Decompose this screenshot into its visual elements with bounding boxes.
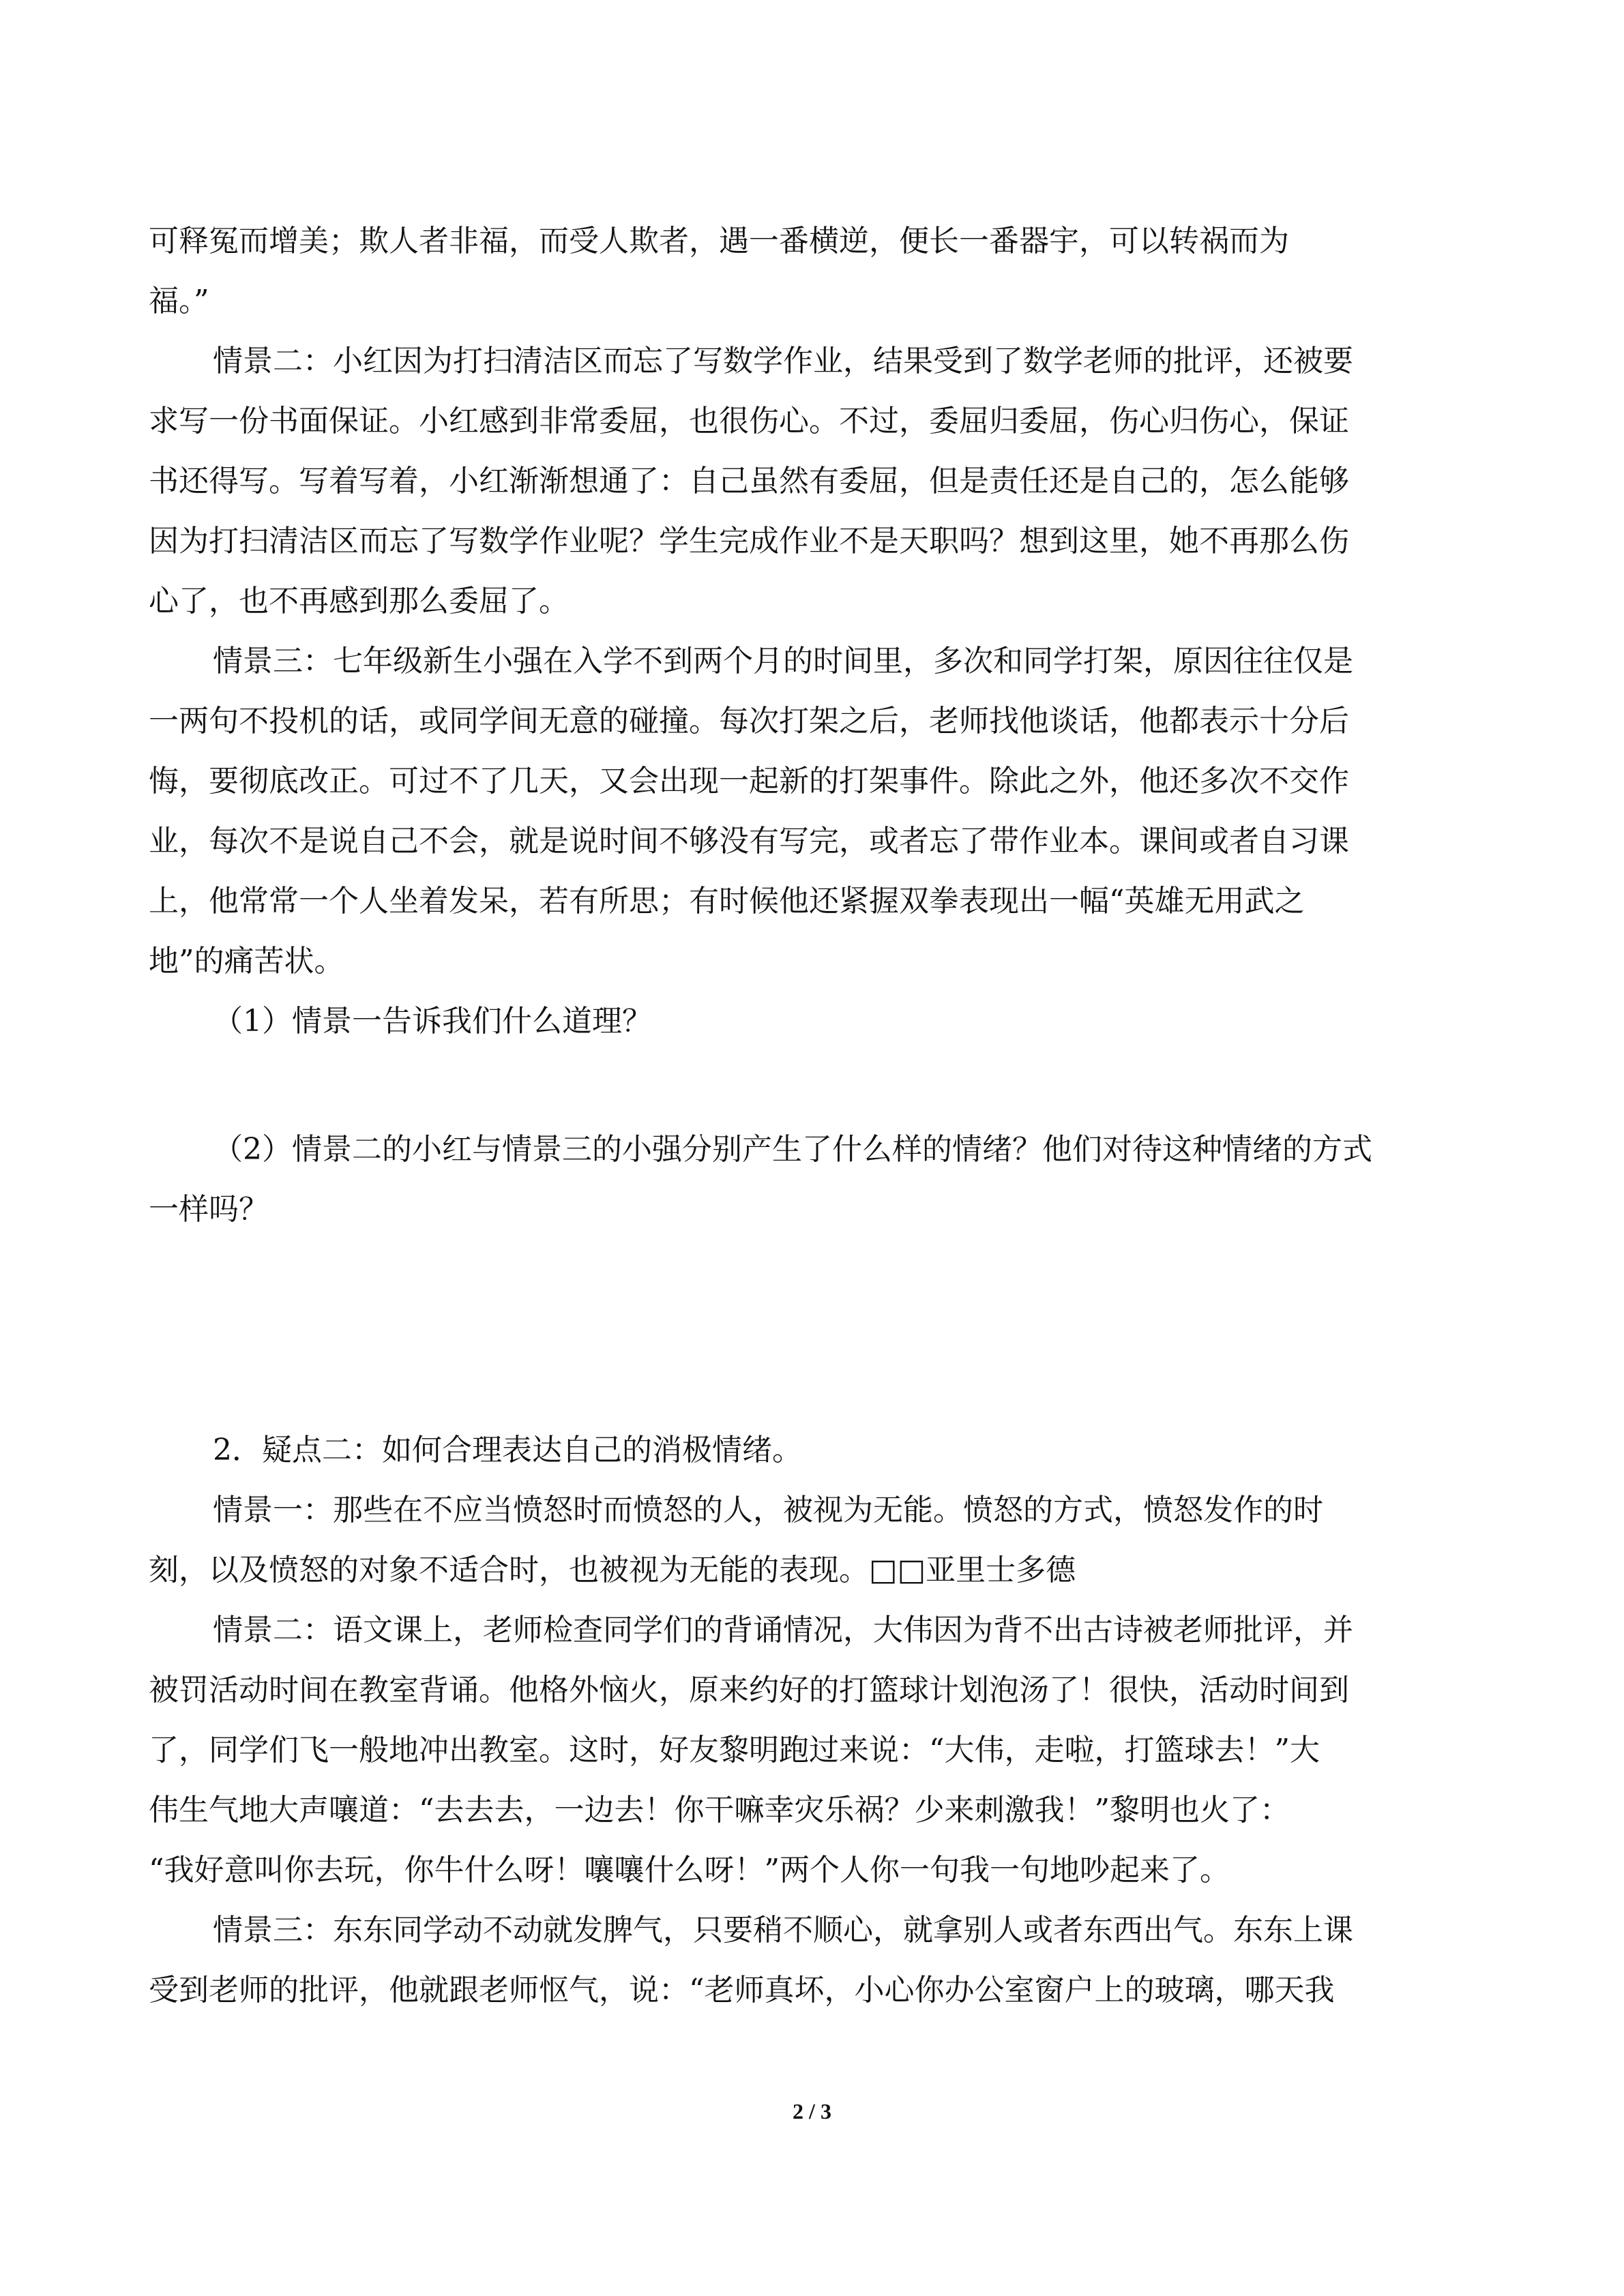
scene-3-line: 业，每次不是说自己不会，就是说时间不够没有写完，或者忘了带作业本。课间或者自习课 [149, 824, 1349, 859]
point-2-scene-2-line: 被罚活动时间在教室背诵。他格外恼火，原来约好的打篮球计划泡汤了！很快，活动时间到 [149, 1673, 1349, 1708]
scene-3-line: 悔，要彻底改正。可过不了几天，又会出现一起新的打架事件。除此之外，他还多次不交作 [149, 764, 1349, 799]
scene-3-line: 地”的痛苦状。 [149, 944, 344, 979]
question-2-line: （2）情景二的小红与情景三的小强分别产生了什么样的情绪？他们对待这种情绪的方式 [213, 1132, 1372, 1167]
point-2-scene-2-line: 了，同学们飞一般地冲出教室。这时，好友黎明跑过来说：“大伟，走啦，打篮球去！”大 [149, 1733, 1320, 1768]
question-2-line: 一样吗？ [149, 1192, 269, 1227]
point-2-scene-1-line: 情景一：那些在不应当愤怒时而愤怒的人，被视为无能。愤怒的方式，愤怒发作的时 [213, 1493, 1323, 1527]
document-body [149, 211, 1475, 2021]
point-2-scene-2-line: 情景二：语文课上，老师检查同学们的背诵情况，大伟因为背不出古诗被老师批评，并 [213, 1613, 1353, 1648]
paragraph-line: 福。” [149, 284, 209, 318]
point-2-scene-2-line: “我好意叫你去玩，你牛什么呀！嚷嚷什么呀！”两个人你一句我一句地吵起来了。 [149, 1853, 1230, 1888]
scene-3-line: 一两句不投机的话，或同学间无意的碰撞。每次打架之后，老师找他谈话，他都表示十分后 [149, 704, 1349, 739]
point-2-scene-3-line: 情景三：东东同学动不动就发脾气，只要稍不顺心，就拿别人或者东西出气。东东上课 [213, 1913, 1353, 1948]
section-heading-point-2: 2．疑点二：如何合理表达自己的消极情绪。 [213, 1433, 802, 1467]
scene-2-line: 因为打扫清洁区而忘了写数学作业呢？学生完成作业不是天职吗？想到这里，她不再那么伤 [149, 524, 1349, 558]
paragraph-line: 可释冤而增美；欺人者非福，而受人欺者，遇一番横逆，便长一番器宇，可以转祸而为 [149, 224, 1289, 258]
answer-space [149, 1052, 1475, 1120]
scene-2-line: 情景二：小红因为打扫清洁区而忘了写数学作业，结果受到了数学老师的批评，还被要 [213, 344, 1353, 378]
scene-2-line: 心了，也不再感到那么委屈了。 [149, 584, 569, 618]
question-1: （1）情景一告诉我们什么道理？ [213, 1004, 652, 1039]
point-2-scene-2-line: 伟生气地大声嚷道：“去去去，一边去！你干嘛幸灾乐祸？少来刺激我！”黎明也火了： [149, 1793, 1290, 1828]
scene-2-line: 书还得写。写着写着，小红渐渐想通了：自己虽然有委屈，但是责任还是自己的，怎么能够 [149, 464, 1349, 498]
scene-3-line: 情景三：七年级新生小强在入学不到两个月的时间里，多次和同学打架，原因往往仅是 [213, 644, 1353, 679]
point-2-scene-3-line: 受到老师的批评，他就跟老师怄气，说：“老师真坏，小心你办公室窗户上的玻璃，哪天我 [149, 1973, 1335, 2008]
scene-3-line: 上，他常常一个人坐着发呆，若有所思；有时候他还紧握双拳表现出一幅“英雄无用武之 [149, 884, 1305, 919]
answer-space [149, 1240, 1475, 1420]
page-number: 2 / 3 [793, 2099, 831, 2123]
point-2-scene-1-line: 刻，以及愤怒的对象不适合时，也被视为无能的表现。□□亚里士多德 [149, 1553, 1076, 1587]
scene-2-line: 求写一份书面保证。小红感到非常委屈，也很伤心。不过，委屈归委屈，伤心归伤心，保证 [149, 404, 1349, 438]
